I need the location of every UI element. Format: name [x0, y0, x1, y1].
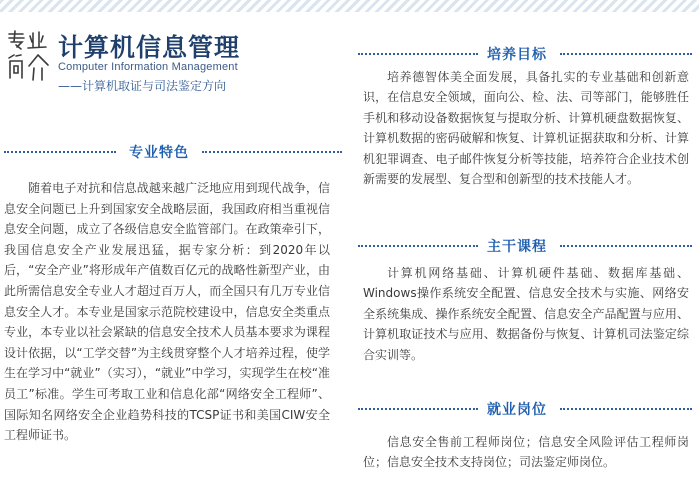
goals-section-header [356, 44, 699, 64]
page-title-english: Computer Information Management [58, 61, 238, 73]
section-divider [358, 408, 478, 410]
courses-section-header [356, 236, 699, 256]
jobs-section-header [356, 399, 699, 419]
section-divider [560, 53, 692, 55]
section-divider [4, 151, 116, 153]
jobs-paragraph: 信息安全售前工程师岗位；信息安全风险评估工程师岗位；信息安全技术支持岗位；司法鉴定师岗位。 [363, 435, 689, 470]
features-paragraph: 随着电子对抗和信息战越来越广泛地应用到现代战争，信息安全问题已上升到国家安全战略层面，我国政府相当重视信息安全问题，成立了各级信息安全监管部门。在政策牵引下，我国信息安全产业发展迅猛，据专家分析：到2020年以后，“安全产业”将形成年产值数百亿元的战略性新型产业，由此所需信息安全专业人才超过百万人，而全国只有几万专业信息安全人才。本专业是国家示范院校建设中，信息安全类重点专业，本专业以社会紧缺的信息安全技术人员基本要求为课程设计依据，以“工学交替”为主线贯穿整个人才培养过程，使学生在学习中“就业”（实习），“就业”中学习，实现学生在校“准员工”标准。学生可考取工业和信息化部“网络安全工程师”、国际知名网络安全企业趋势科技的TCSP证书和美国CIW安全工程师证书。 [4, 181, 330, 443]
courses-section-title: 主干课程 [487, 239, 547, 255]
page-subtitle: ——计算机取证与司法鉴定方向 [58, 79, 227, 93]
features-section-header [0, 142, 344, 162]
calligraphy-logo-icon [6, 30, 52, 86]
goals-paragraph: 培养德智体美全面发展，具备扎实的专业基础和创新意识，在信息安全领域，面向公、检、法、司等部门，能够胜任手机和移动设备数据恢复与提取分析、计算机硬盘数据恢复、计算机数据的密码破解和恢复、计算机证据获取和分析、计算机犯罪调查、电子邮件恢复分析等技能，培养符合企业技术创新需要的发展型、复合型和创新型的技术技能人才。 [363, 70, 689, 187]
section-divider [358, 53, 478, 55]
top-decorative-stripe [0, 0, 699, 12]
section-divider [358, 245, 478, 247]
section-divider [202, 151, 342, 153]
features-section-title: 专业特色 [129, 145, 189, 161]
jobs-section-title: 就业岗位 [487, 402, 547, 418]
section-divider [560, 408, 692, 410]
courses-paragraph: 计算机网络基础、计算机硬件基础、数据库基础、Windows操作系统安全配置、信息安全技术与实施、网络安全系统集成、操作系统安全配置、信息安全产品配置与应用、计算机取证技术与应用、数据备份与恢复、计算机司法鉴定综合实训等。 [363, 266, 689, 362]
goals-section-title: 培养目标 [487, 47, 547, 63]
calligraphy-logo [6, 30, 52, 86]
section-divider [560, 245, 692, 247]
page-title: 计算机信息管理 [58, 33, 241, 62]
